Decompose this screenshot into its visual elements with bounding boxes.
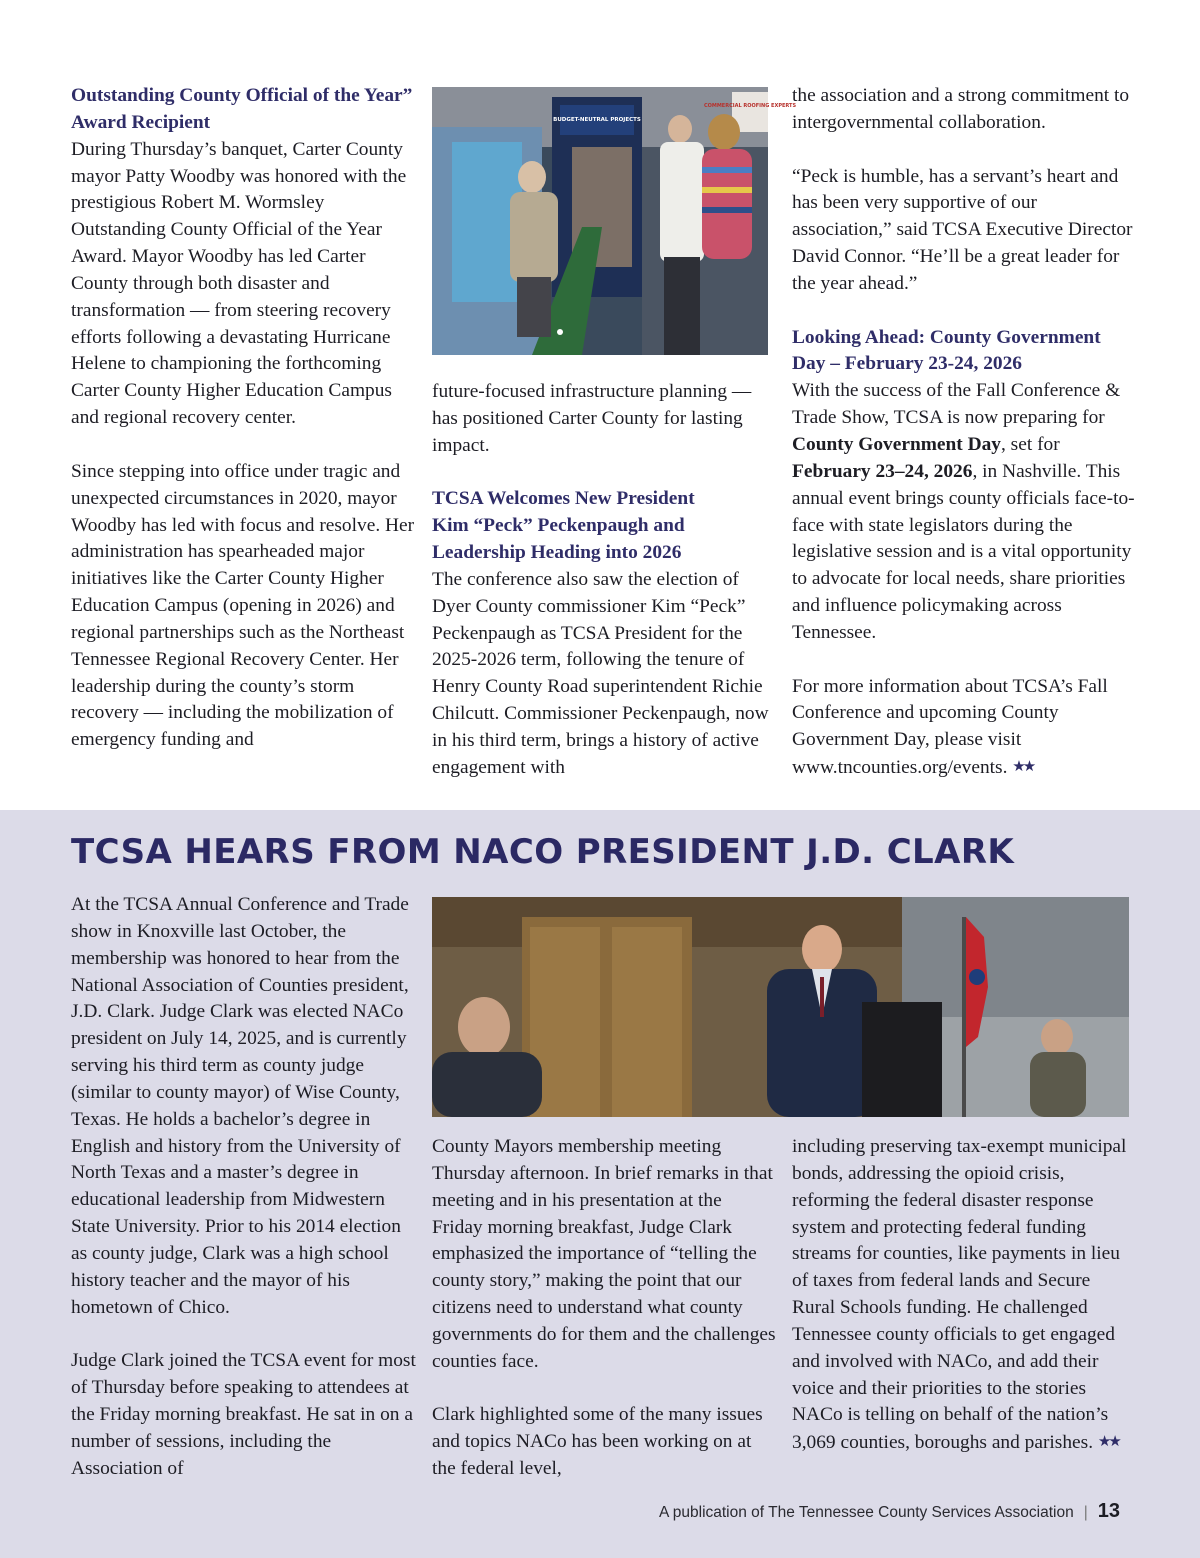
county-day-bold-date: February 23–24, 2026 [792, 460, 973, 482]
clark-priorities-paragraph [792, 1134, 1137, 1457]
more-info-paragraph [792, 674, 1137, 782]
clark-bio-paragraph: At the TCSA Annual Conference and Trade show in Knoxville last October, the membership was honored to hear from the National Association of Counties president, J.D. Clark. Judge Clark was elected NACo president on July 14, 2025, and is currently serving his third term as county judge (similar to county mayor) of Wise County, Texas. He holds a bachelor’s degree in English and history from the University of North Texas and a master’s degree in educational leadership from Midwestern State University. Prior to his 2014 election as county judge, Clark was a high school history teacher and the mayor of his hometown of Chico. [71, 894, 409, 1318]
photo-banner-text: BUDGET-NEUTRAL PROJECTS [553, 117, 641, 123]
county-day-text-3: , in Nashville. This annual event brings county officials face-to-face with state legislators during the legislative session and is a vital opportunity to advocate for local needs, share priorities and influence policymaking across Tennessee. [792, 460, 1135, 643]
quote-paragraph: “Peck is humble, has a servant’s heart and has been very supportive of our association,” said TCSA Executive Director David Connor. “He’ll be a great leader for the year ahead.” [792, 165, 1133, 294]
county-day-paragraph [792, 378, 1137, 646]
end-mark-icon: ★★ [1012, 759, 1034, 776]
county-day-text-1: With the success of the Fall Conference & Trade Show, TCSA is now preparing for [792, 380, 1121, 429]
top-column-3 [792, 83, 1137, 782]
looking-ahead-heading: Looking Ahead: County Government Day – February 23-24, 2026 [792, 326, 1101, 375]
more-info-text: For more information about TCSA’s Fall Conference and upcoming County Government Day, please visit www.tncounties.org/events. [792, 675, 1108, 779]
page-number: 13 [1097, 1500, 1120, 1522]
footer-publication: A publication of The Tennessee County Services Association [658, 1504, 1074, 1521]
clark-speaking-photo [432, 897, 1129, 1117]
section-title: TCSA HEARS FROM NACO PRESIDENT J.D. CLARK [71, 832, 1015, 872]
bottom-column-3 [792, 1134, 1137, 1457]
clark-issues-paragraph: Clark highlighted some of the many issues and topics NACo has been working on at the federal level, [432, 1404, 763, 1480]
president-paragraph: The conference also saw the election of Dyer County commissioner Kim “Peck” Peckenpaugh as TCSA President for the 2025-2026 term, following the tenure of Henry County Road superintendent Richie Chilcutt. Commissioner Peckenpaugh, now in his third term, brings a history of active engagement with [432, 568, 769, 778]
golf-putting-photo [432, 87, 797, 355]
award-heading: Outstanding County Official of the Year” Award Recipient [71, 85, 413, 133]
county-day-bold-name: County Government Day [792, 433, 1001, 455]
photo-booth-text: COMMERCIAL ROOFING EXPERTS [703, 103, 797, 109]
bottom-column-1 [71, 892, 416, 1483]
county-day-text-2: , set for [1000, 433, 1060, 455]
end-mark-icon: ★★ [1097, 1434, 1119, 1451]
award-paragraph-1: During Thursday’s banquet, Carter County mayor Patty Woodby was honored with the prestigious Robert M. Wormsley Outstanding County Official of the Year Award. Mayor Woodby has led Carter County through both disaster and transformation — from steering recovery efforts following a devastating Hurricane Helene to championing the forthcoming Carter County Higher Education Campus and regional recovery center. [71, 138, 407, 429]
top-column-2 [432, 379, 777, 782]
bottom-column-2 [432, 1134, 777, 1483]
clark-event-paragraph: Judge Clark joined the TCSA event for most of Thursday before speaking to attendees at the Friday morning breakfast. He sat in on a number of sessions, including the Association of [71, 1350, 416, 1479]
top-column-1 [71, 83, 416, 754]
award-paragraph-2: Since stepping into office under tragic and unexpected circumstances in 2020, mayor Woodby has led with focus and resolve. Her administration has spearheaded major initiatives like the Carter County Higher Education Campus (opening in 2026) and regional partnerships such as the Northeast Tennessee Regional Recovery Center. Her leadership during the county’s storm recovery — including the mobilization of emergency funding and [71, 460, 415, 751]
clark-remarks-paragraph: County Mayors membership meeting Thursday afternoon. In brief remarks in that meeting and in his presentation at the Friday morning breakfast, Judge Clark emphasized the importance of “telling the county story,” making the point that our citizens need to understand what county governments do for them and the challenges counties face. [432, 1136, 776, 1372]
collaboration-paragraph: the association and a strong commitment to intergovernmental collaboration. [792, 85, 1130, 133]
clark-priorities-text: including preserving tax-exempt municipal bonds, addressing the opioid crisis, reforming the federal disaster response system and protecting federal funding streams for counties, like payments in lieu of taxes from federal lands and Secure Rural Schools funding. He challenged Tennessee county officials to get engaged and involved with NACo, and add their voice and their priorities to the stories NACo is telling on behalf of the nation’s 3,069 counties, boroughs and parishes. [792, 1136, 1127, 1454]
president-heading: TCSA Welcomes New President Kim “Peck” Peckenpaugh and Leadership Heading into 2026 [432, 488, 695, 564]
page-footer [659, 1500, 1120, 1523]
footer-separator: | [1083, 1504, 1088, 1521]
impact-paragraph: future-focused infrastructure planning — has positioned Carter County for lasting impact. [432, 381, 752, 456]
